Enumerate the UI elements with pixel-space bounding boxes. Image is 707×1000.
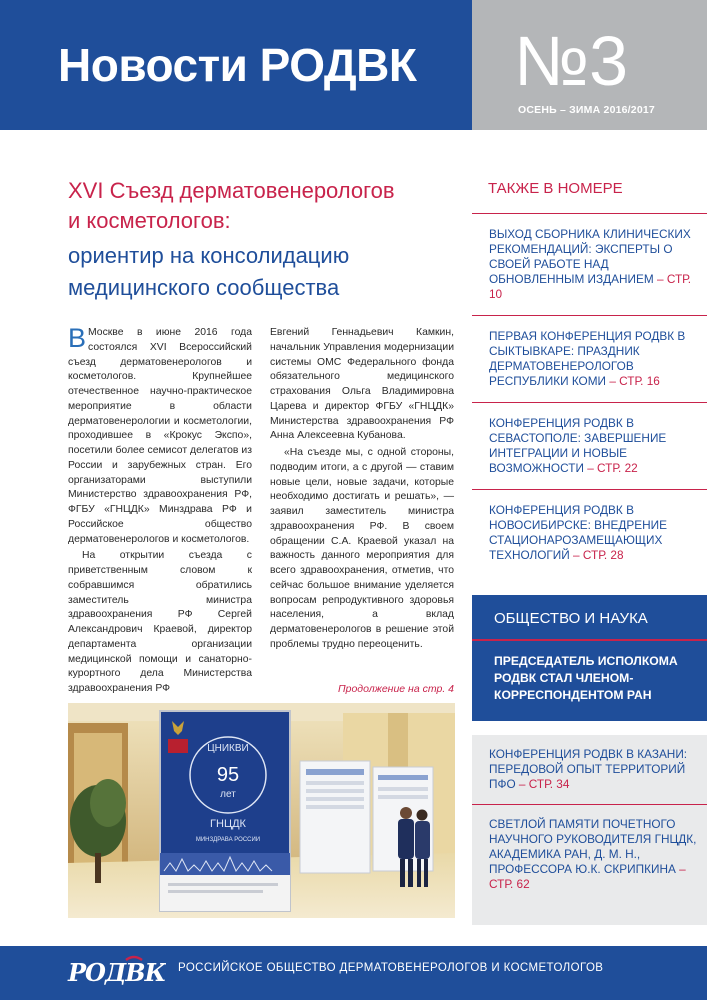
issue-season: ОСЕНЬ – ЗИМА 2016/2017 <box>518 104 655 116</box>
organization-name: РОССИЙСКОЕ ОБЩЕСТВО ДЕРМАТОВЕНЕРОЛОГОВ И КОСМЕТОЛОГОВ <box>178 962 604 974</box>
sidebar-item-page: – СТР. 10 <box>489 272 692 301</box>
society-section-title: ОБЩЕСТВО И НАУКА <box>494 610 648 627</box>
headline-line-1: XVI Съезд дерматовенерологов <box>68 178 395 203</box>
logo-text: РОДВК <box>68 958 166 987</box>
newsletter-title: Новости РОДВК <box>58 39 417 91</box>
continued-link[interactable]: Продолжение на стр. 4 <box>338 683 454 695</box>
article-paragraph <box>68 323 252 547</box>
sidebar-title: ТАКЖЕ В НОМЕРЕ <box>488 180 623 197</box>
sidebar-item-text: КОНФЕРЕНЦИЯ РОДВК В СЕВАСТОПОЛЕ: ЗАВЕРШЕНИЕ ИНТЕГРАЦИИ И НОВЫЕ ВОЗМОЖНОСТИ <box>489 416 667 475</box>
article-column-2 <box>270 326 454 653</box>
sidebar-item-text: ПЕРВАЯ КОНФЕРЕНЦИЯ РОДВК В СЫКТЫВКАРЕ: ПРАЗДНИК ДЕРМАТОВЕНЕРОЛОГОВ РЕСПУБЛИКИ КОМИ <box>489 329 686 388</box>
sidebar-item-page: – СТР. 22 <box>583 461 638 475</box>
paragraph-text: Москве в июне 2016 года состоялся XVI Всероссийский съезд дерматовенерологов и косметологов. Крупнейшее отечественное научно-практическое мероприятие в области дерматовенерологии и косметологии, проходившее в «Крокус Экспо», посетили более семисот делегатов из России и зарубежных стран. Его организаторами выступили Министерство здравоохранения РФ, ФГБУ «ГНЦДК» Минздрава РФ и Российское общество дерматовенерологов и косметологов. <box>68 327 252 545</box>
sidebar-item-text: КОНФЕРЕНЦИЯ РОДВК В КАЗАНИ: ПЕРЕДОВОЙ ОПЫТ ТЕРРИТОРИЙ ПФО <box>489 747 688 791</box>
article-subheadline <box>68 240 458 304</box>
subheadline-line-2: медицинского сообщества <box>68 275 340 300</box>
society-lead-story[interactable]: ПРЕДСЕДАТЕЛЬ ИСПОЛКОМА РОДВК СТАЛ ЧЛЕНОМ-КОРРЕСПОНДЕНТОМ РАН <box>494 654 678 702</box>
sidebar-item[interactable] <box>472 804 707 904</box>
sidebar-item-page: – СТР. 28 <box>569 548 624 562</box>
banner-top-text: ЦНИКВИ <box>207 743 249 754</box>
sidebar-item-page: – СТР. 62 <box>489 862 686 891</box>
sidebar-item[interactable] <box>472 489 707 576</box>
banner-gnzdk: ГНЦДК <box>210 818 246 830</box>
sidebar-item-page: – СТР. 34 <box>515 777 570 791</box>
sidebar-item[interactable] <box>472 735 707 804</box>
rodvk-logo <box>66 954 166 990</box>
issue-number: №3 <box>514 22 629 100</box>
sidebar-item[interactable] <box>472 402 707 489</box>
subheadline-line-1: ориентир на консолидацию <box>68 243 350 268</box>
article-paragraph: «На съезде мы, с одной стороны, подводим итоги, а с другой — ставим новые цели, новые задачи, которые необходимо достигать и решать», — заявил заместитель министра здравоохранения РФ. В своем обращении С.А. Краевой указал на важность данного мероприятия для всего здравоохранения, отметив, что сейчас большое внимание уделяется вопросам репродуктивного здоровья населения, а вклад дерматовенерологов в решение этой проблемы трудно переоценить. <box>270 447 454 650</box>
footer-bar <box>0 946 707 1000</box>
event-photo-illustration <box>68 703 455 918</box>
sidebar-bottom-panel <box>472 735 707 925</box>
society-section <box>472 595 707 721</box>
article-paragraph: На открытии съезда с приветственным словом к собравшимся обратились заместитель министра здравоохранения РФ Сергей Александрович Краевой, директор департамента организации медицинской помощи и санаторно-курортного дела Министерства здравоохранения РФ <box>68 550 252 694</box>
banner-years: лет <box>220 789 236 800</box>
sidebar-item-text: КОНФЕРЕНЦИЯ РОДВК В НОВОСИБИРСКЕ: ВНЕДРЕНИЕ СТАЦИОНАРОЗАМЕЩАЮЩИХ ТЕХНОЛОГИЙ <box>489 503 667 562</box>
event-photo <box>68 703 455 918</box>
article-headline <box>68 176 458 236</box>
article-column-1 <box>68 323 252 697</box>
sidebar-item[interactable] <box>472 213 707 315</box>
sidebar-item-text: ВЫХОД СБОРНИКА КЛИНИЧЕСКИХ РЕКОМЕНДАЦИЙ: ЭКСПЕРТЫ О СВОЕЙ РАБОТЕ НАД ОБНОВЛЕННЫМ ИЗДАНИЕМ <box>489 227 691 286</box>
headline-line-2: и косметологов: <box>68 208 231 233</box>
banner-number: 95 <box>216 764 240 786</box>
sidebar-item[interactable] <box>472 315 707 402</box>
banner-ministry: МИНЗДРАВА РОССИИ <box>195 837 261 843</box>
drop-cap: В <box>68 323 87 353</box>
sidebar-item-text: СВЕТЛОЙ ПАМЯТИ ПОЧЕТНОГО НАУЧНОГО РУКОВОДИТЕЛЯ ГНЦДК, АКАДЕМИКА РАН, Д. М. Н., ПРОФЕССОРА Ю.К. СКРИПКИНА <box>489 817 697 876</box>
sidebar-contents <box>472 213 707 576</box>
sidebar-item-page: – СТР. 16 <box>606 374 660 388</box>
article-paragraph: Евгений Геннадьевич Камкин, начальник Управления модернизации системы ОМС Федерального фонда обязательного медицинского страхования Ольга Владимировна Царева и директор ФГБУ «ГНЦДК» Министерства здравоохранения РФ Анна Алексеевна Кубанова. <box>270 327 454 442</box>
section-divider <box>472 639 707 641</box>
